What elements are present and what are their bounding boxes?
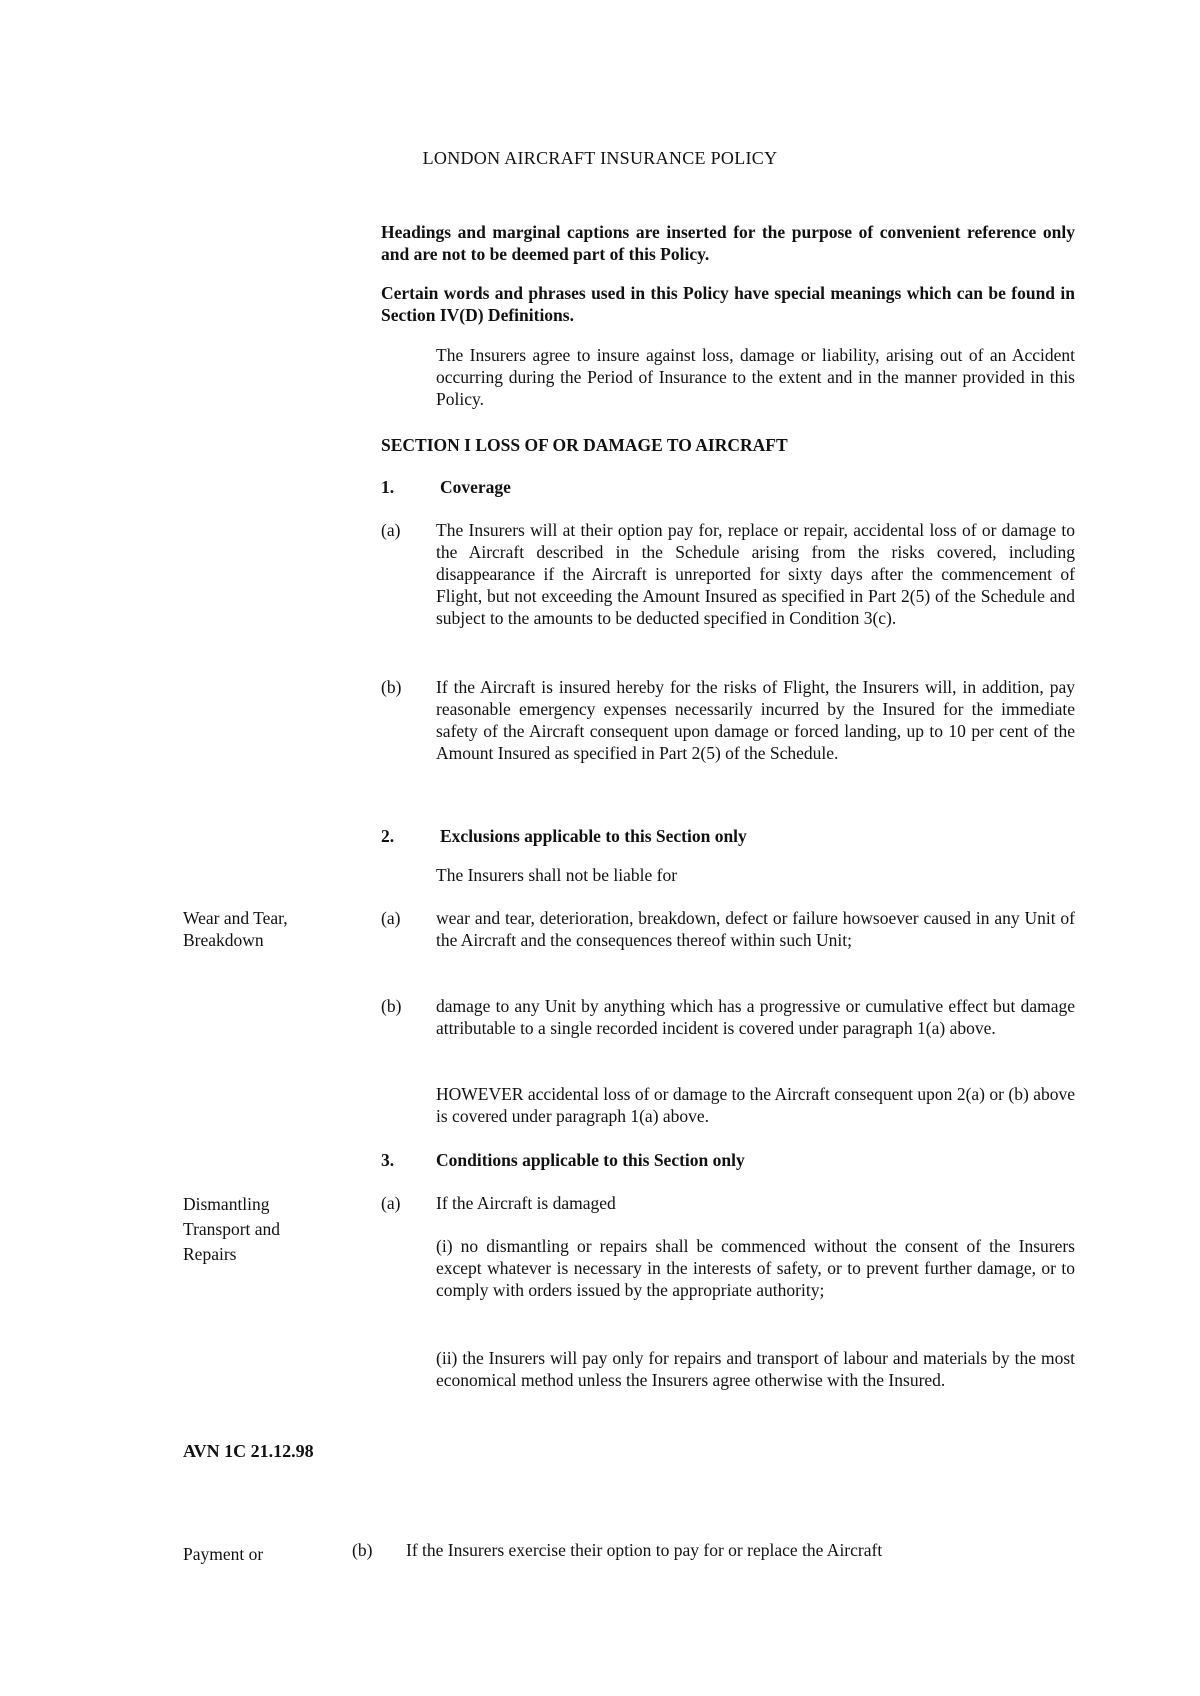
margin-caption: Payment or bbox=[183, 1544, 264, 1564]
paragraph-marker: (b) bbox=[352, 1540, 373, 1560]
margin-caption: Dismantling Transport and Repairs bbox=[183, 1194, 281, 1264]
clause-number: 2. bbox=[381, 826, 395, 846]
paragraph-text: The Insurers will at their option pay for, replace or repair, accidental loss of or damage to the Aircraft described in the Schedule arising from the risks covered, including disappearance if the Aircraft is unreported for sixty days after the commencement of Flight, but not exceeding the Amount Insured as specified in Part 2(5) of the Schedule and subject to the amounts to be deducted specified in Condition 3(c). bbox=[436, 520, 1075, 628]
paragraph-text: If the Insurers exercise their option to pay for or replace the Aircraft bbox=[406, 1540, 883, 1560]
headings-note: Headings and marginal captions are inserted for the purpose of convenient reference only and are not to be deemed part of this Policy. bbox=[381, 222, 1075, 264]
exclusions-lead: The Insurers shall not be liable for bbox=[436, 865, 678, 885]
definitions-note: Certain words and phrases used in this Policy have special meanings which can be found in Section IV(D) Definitions. bbox=[381, 283, 1075, 325]
margin-caption: Wear and Tear, Breakdown bbox=[183, 908, 288, 950]
paragraph-marker: (b) bbox=[381, 677, 402, 697]
clause-number: 1. bbox=[381, 477, 395, 497]
clause-number: 3. bbox=[381, 1150, 395, 1170]
however-text: HOWEVER accidental loss of or damage to the Aircraft consequent upon 2(a) or (b) above is covered under paragraph 1(a) above. bbox=[436, 1084, 1075, 1126]
paragraph-marker: (b) bbox=[381, 996, 402, 1016]
insuring-agreement: The Insurers agree to insure against loss, damage or liability, arising out of an Accident occurring during the Period of Insurance to the extent and in the manner provided in this Policy. bbox=[436, 345, 1075, 409]
paragraph-marker: (a) bbox=[381, 908, 401, 928]
form-reference: AVN 1C 21.12.98 bbox=[183, 1441, 314, 1461]
paragraph-text: damage to any Unit by anything which has a progressive or cumulative effect but damage attributable to a single recorded incident is covered under paragraph 1(a) above. bbox=[436, 996, 1075, 1038]
clause-heading: Exclusions applicable to this Section only bbox=[440, 826, 747, 846]
paragraph-text: If the Aircraft is damaged bbox=[436, 1193, 616, 1213]
paragraph-text: wear and tear, deterioration, breakdown, defect or failure howsoever caused in any Unit of the Aircraft and the consequences thereof within such Unit; bbox=[436, 908, 1075, 950]
clause-heading: Coverage bbox=[440, 477, 511, 497]
paragraph-marker: (a) bbox=[381, 1193, 401, 1213]
paragraph-text: If the Aircraft is insured hereby for the risks of Flight, the Insurers will, in addition, pay reasonable emergency expenses necessarily incurred by the Insured for the immediate safety of the Aircraft consequent upon damage or forced landing, up to 10 per cent of the Amount Insured as specified in Part 2(5) of the Schedule. bbox=[436, 677, 1075, 763]
clause-heading: Conditions applicable to this Section only bbox=[436, 1150, 745, 1170]
subparagraph-text: (ii) the Insurers will pay only for repairs and transport of labour and materials by the most economical method unless the Insurers agree otherwise with the Insured. bbox=[436, 1348, 1075, 1390]
document-title: LONDON AIRCRAFT INSURANCE POLICY bbox=[422, 148, 778, 168]
subparagraph-text: (i) no dismantling or repairs shall be commenced without the consent of the Insurers except whatever is necessary in the interests of safety, or to prevent further damage, or to comply with orders issued by the appropriate authority; bbox=[436, 1236, 1075, 1300]
section-heading: SECTION I LOSS OF OR DAMAGE TO AIRCRAFT bbox=[381, 435, 788, 455]
paragraph-marker: (a) bbox=[381, 520, 401, 540]
